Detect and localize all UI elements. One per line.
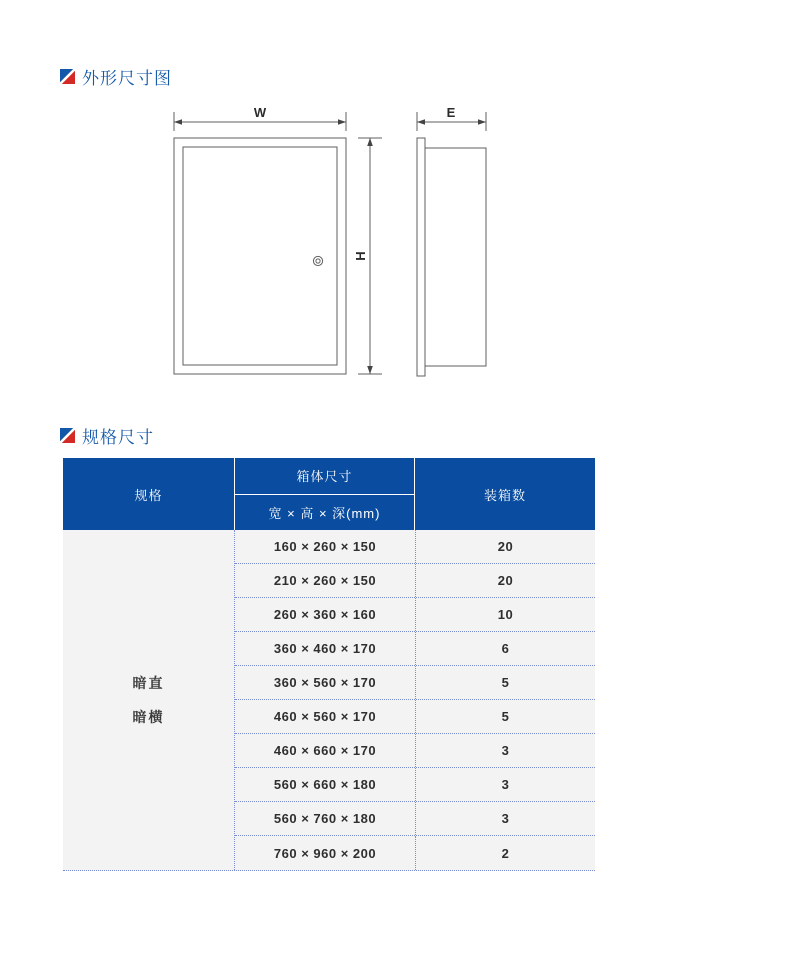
box-size-cell: 360 × 560 × 170: [273, 675, 377, 690]
packing-qty-cell: 10: [415, 598, 595, 631]
table-row: [235, 598, 595, 632]
depth-label: E: [446, 105, 456, 120]
cabinet-front-outer: [174, 138, 346, 374]
packing-qty-cell: 20: [415, 564, 595, 597]
outline-dimension-drawing: [140, 100, 520, 390]
cabinet-side-body: [425, 148, 486, 366]
packing-qty-cell: 3: [415, 768, 595, 801]
section-title: 外形尺寸图: [82, 69, 172, 88]
cabinet-front-door: [183, 147, 337, 365]
header-box-size-group: [235, 458, 415, 530]
box-size-cell: 360 × 460 × 170: [273, 641, 377, 656]
box-size-cell: 760 × 960 × 200: [273, 845, 377, 861]
e-arrow-right: [478, 119, 486, 125]
packing-qty-cell: 3: [415, 734, 595, 767]
spec-table-header: [63, 458, 595, 530]
h-arrow-top: [367, 138, 373, 146]
box-size-cell: 560 × 760 × 180: [273, 811, 377, 826]
table-row: [235, 632, 595, 666]
section-title: 规格尺寸: [82, 428, 154, 447]
h-arrow-bottom: [367, 366, 373, 374]
box-size-cell: 460 × 560 × 170: [273, 709, 377, 724]
box-size-cell: 460 × 660 × 170: [273, 743, 377, 758]
box-size-cell: 560 × 660 × 180: [273, 777, 377, 792]
spec-table-body: [63, 530, 595, 871]
table-row: [235, 836, 595, 870]
header-packing-qty: 装箱数: [483, 487, 526, 503]
section-marker-icon: [60, 428, 75, 443]
spec-section-header: [60, 423, 154, 448]
box-size-cell: 160 × 260 × 150: [273, 539, 377, 554]
spec-table: [63, 458, 595, 871]
packing-qty-cell: 6: [415, 632, 595, 665]
packing-qty-cell: 2: [415, 836, 595, 870]
packing-qty-cell: 5: [415, 666, 595, 699]
packing-qty-cell: 5: [415, 700, 595, 733]
e-arrow-left: [417, 119, 425, 125]
section-marker-icon: [60, 69, 75, 84]
header-box-size: 箱体尺寸: [235, 458, 414, 495]
box-size-cell: 260 × 360 × 160: [273, 607, 377, 622]
spec-rows: [235, 530, 595, 870]
table-row: [235, 564, 595, 598]
packing-qty-cell: 20: [415, 530, 595, 563]
header-box-size-sub: 宽 × 高 × 深(mm): [268, 505, 381, 521]
height-label: H: [353, 251, 368, 261]
width-label: W: [253, 105, 267, 120]
packing-qty-cell: 3: [415, 802, 595, 835]
cabinet-side-flange: [417, 138, 425, 376]
table-row: [235, 802, 595, 836]
table-row: [235, 666, 595, 700]
spec-type-label: 暗横: [132, 709, 165, 725]
spec-type-cell: [63, 530, 235, 870]
table-row: [235, 700, 595, 734]
w-arrow-right: [338, 119, 346, 125]
table-row: [235, 530, 595, 564]
box-size-cell: 210 × 260 × 150: [273, 573, 377, 588]
spec-type-label: 暗直: [132, 675, 165, 691]
table-row: [235, 734, 595, 768]
door-lock-outer: [313, 256, 322, 265]
w-arrow-left: [174, 119, 182, 125]
header-spec: 规格: [63, 458, 235, 530]
outline-section-header: [60, 64, 172, 89]
table-row: [235, 768, 595, 802]
door-lock-inner: [316, 259, 320, 263]
